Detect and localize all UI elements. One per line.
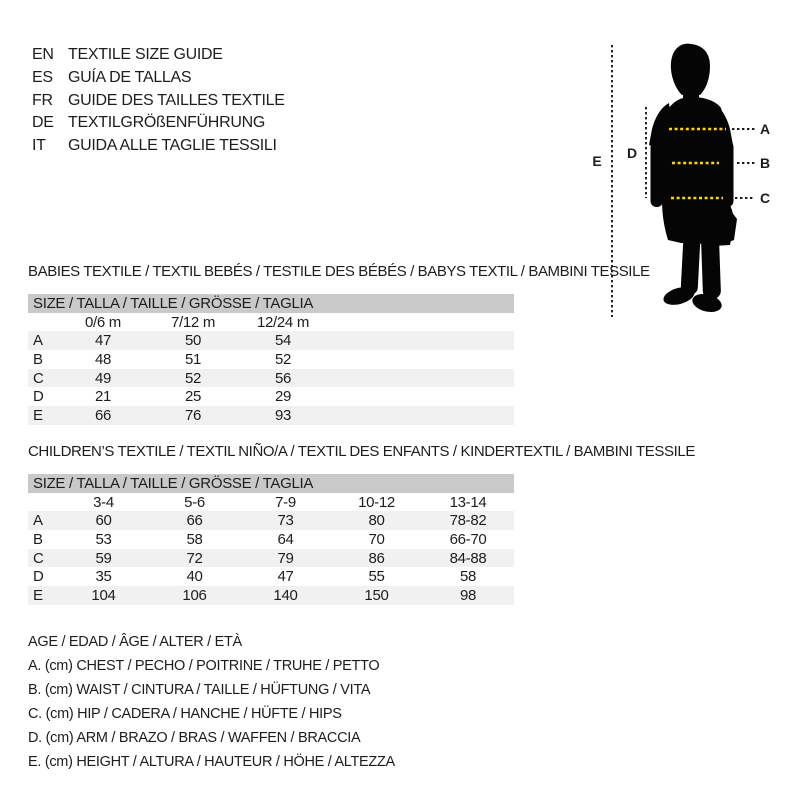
- row-label: B: [33, 350, 43, 368]
- table-cell: 50: [148, 331, 238, 350]
- row-label: C: [28, 369, 58, 388]
- table-cell: 48: [94, 350, 112, 368]
- table-cell: 53: [95, 530, 112, 548]
- children-size-table: [28, 474, 514, 605]
- row-label: E: [28, 586, 58, 605]
- table-cell: 66-70: [449, 530, 487, 548]
- measurement-legend: [28, 630, 395, 774]
- column-header-row: [28, 493, 514, 512]
- table-cell: 104: [58, 586, 149, 605]
- table-cell: 56: [238, 369, 328, 388]
- table-cell: 98: [422, 586, 514, 605]
- table-row-a: [28, 511, 514, 530]
- column-header: 10-12: [358, 493, 395, 511]
- child-silhouette-icon: [649, 44, 737, 315]
- table-row-c: [28, 369, 514, 388]
- legend-height-line: E. (cm) HEIGHT / ALTURA / HAUTEUR / HÖHE / ALTEZZA: [28, 754, 395, 770]
- language-label: GUÍA DE TALLAS: [68, 68, 192, 86]
- marker-a-label: A: [759, 121, 771, 137]
- language-row-de: [32, 112, 285, 135]
- language-code: IT: [32, 137, 46, 155]
- table-cell-empty: [328, 406, 514, 425]
- babies-section-title: BABIES TEXTILE / TEXTIL BEBÉS / TESTILE DES BÉBÉS / BABYS TEXTIL / BAMBINI TESSILE: [28, 263, 650, 280]
- table-cell: 66: [149, 511, 240, 530]
- column-header: 0/6 m: [84, 313, 121, 331]
- table-cell: 35: [95, 568, 112, 586]
- language-row-fr: [32, 90, 285, 113]
- table-cell: 73: [240, 511, 331, 530]
- legend-age-line: AGE / EDAD / ÂGE / ALTER / ETÀ: [28, 634, 242, 650]
- language-code: EN: [32, 46, 54, 63]
- marker-b-label: B: [759, 155, 771, 171]
- table-row-e: [28, 406, 514, 425]
- table-cell: 60: [58, 511, 149, 530]
- table-cell-empty: [328, 331, 514, 350]
- table-cell: 70: [368, 530, 385, 548]
- language-row-es: [32, 67, 285, 90]
- language-code: FR: [32, 91, 53, 109]
- column-header: 5-6: [184, 493, 205, 511]
- size-header-text: SIZE / TALLA / TAILLE / GRÖSSE / TAGLIA: [28, 294, 514, 313]
- row-label: C: [28, 549, 58, 568]
- table-cell: 58: [186, 530, 203, 548]
- babies-size-table: [28, 294, 514, 425]
- table-cell: 25: [184, 388, 202, 406]
- table-cell: 51: [184, 350, 202, 368]
- table-cell: 47: [277, 568, 294, 586]
- language-row-en: [32, 44, 285, 67]
- table-cell: 64: [277, 530, 294, 548]
- row-label: E: [28, 406, 58, 425]
- table-cell: 49: [58, 369, 148, 388]
- table-cell: 52: [274, 350, 292, 368]
- table-cell: 140: [240, 586, 331, 605]
- table-row-e: [28, 586, 514, 605]
- size-header-bar: [28, 294, 514, 313]
- table-row-a: [28, 331, 514, 350]
- size-header-text: SIZE / TALLA / TAILLE / GRÖSSE / TAGLIA: [28, 474, 514, 493]
- language-label: TEXTILE SIZE GUIDE: [68, 46, 223, 63]
- table-cell-empty: [328, 313, 514, 332]
- table-cell: 78-82: [422, 511, 514, 530]
- table-cell: 58: [459, 568, 477, 586]
- language-row-it: [32, 135, 285, 158]
- table-cell-empty: [328, 350, 514, 369]
- table-cell: 54: [238, 331, 328, 350]
- column-header: 3-4: [93, 493, 114, 511]
- children-section-title: CHILDREN’S TEXTILE / TEXTIL NIÑO/A / TEXTIL DES ENFANTS / KINDERTEXTIL / BAMBINI TESSILE: [28, 443, 695, 460]
- row-label: D: [33, 568, 44, 586]
- column-header: 7/12 m: [170, 313, 216, 331]
- table-cell: 59: [58, 549, 149, 568]
- language-label: TEXTILGRÖßENFÜHRUNG: [68, 114, 265, 132]
- table-cell: 66: [58, 406, 148, 425]
- table-cell: 52: [148, 369, 238, 388]
- row-label: A: [28, 511, 58, 530]
- table-cell-empty: [28, 313, 58, 332]
- table-cell: 40: [186, 568, 203, 586]
- table-cell: 86: [331, 549, 422, 568]
- size-header-bar: [28, 474, 514, 493]
- row-label: A: [28, 331, 58, 350]
- column-header: 13-14: [449, 493, 487, 511]
- table-cell: 79: [240, 549, 331, 568]
- table-cell: 29: [274, 388, 292, 406]
- table-row-b: [28, 350, 514, 369]
- child-measurement-figure: [585, 35, 790, 325]
- language-code: ES: [32, 68, 53, 86]
- column-header: 12/24 m: [256, 313, 310, 331]
- column-header-row: [28, 313, 514, 332]
- column-header: 7-9: [275, 493, 296, 511]
- table-row-b: [28, 530, 514, 549]
- legend-waist-line: B. (cm) WAIST / CINTURA / TAILLE / HÜFTUNG / VITA: [28, 682, 371, 698]
- table-row-d: [28, 387, 514, 406]
- legend-arm-line: D. (cm) ARM / BRAZO / BRAS / WAFFEN / BRACCIA: [28, 730, 361, 746]
- table-cell: 47: [58, 331, 148, 350]
- legend-hip-line: C. (cm) HIP / CADERA / HANCHE / HÜFTE / HIPS: [28, 706, 342, 722]
- marker-c-label: C: [759, 190, 771, 206]
- marker-d-label: D: [626, 145, 638, 161]
- table-cell: 93: [238, 406, 328, 425]
- language-label: GUIDA ALLE TAGLIE TESSILI: [68, 137, 277, 155]
- table-cell: 80: [331, 511, 422, 530]
- table-cell: 106: [149, 586, 240, 605]
- table-row-d: [28, 567, 514, 586]
- row-label: B: [33, 530, 43, 548]
- table-cell: 150: [331, 586, 422, 605]
- table-row-c: [28, 549, 514, 568]
- table-cell-empty: [28, 493, 58, 512]
- table-cell: 55: [368, 568, 385, 586]
- language-code: DE: [32, 114, 54, 132]
- legend-chest-line: A. (cm) CHEST / PECHO / POITRINE / TRUHE / PETTO: [28, 658, 380, 674]
- table-cell-empty: [328, 369, 514, 388]
- row-label: D: [33, 388, 44, 406]
- language-label: GUIDE DES TAILLES TEXTILE: [68, 91, 285, 109]
- table-cell: 21: [94, 388, 112, 406]
- marker-e-label: E: [592, 153, 602, 169]
- table-cell-empty: [328, 387, 514, 406]
- table-cell: 72: [149, 549, 240, 568]
- table-cell: 84-88: [422, 549, 514, 568]
- table-cell: 76: [148, 406, 238, 425]
- language-title-list: [32, 44, 285, 158]
